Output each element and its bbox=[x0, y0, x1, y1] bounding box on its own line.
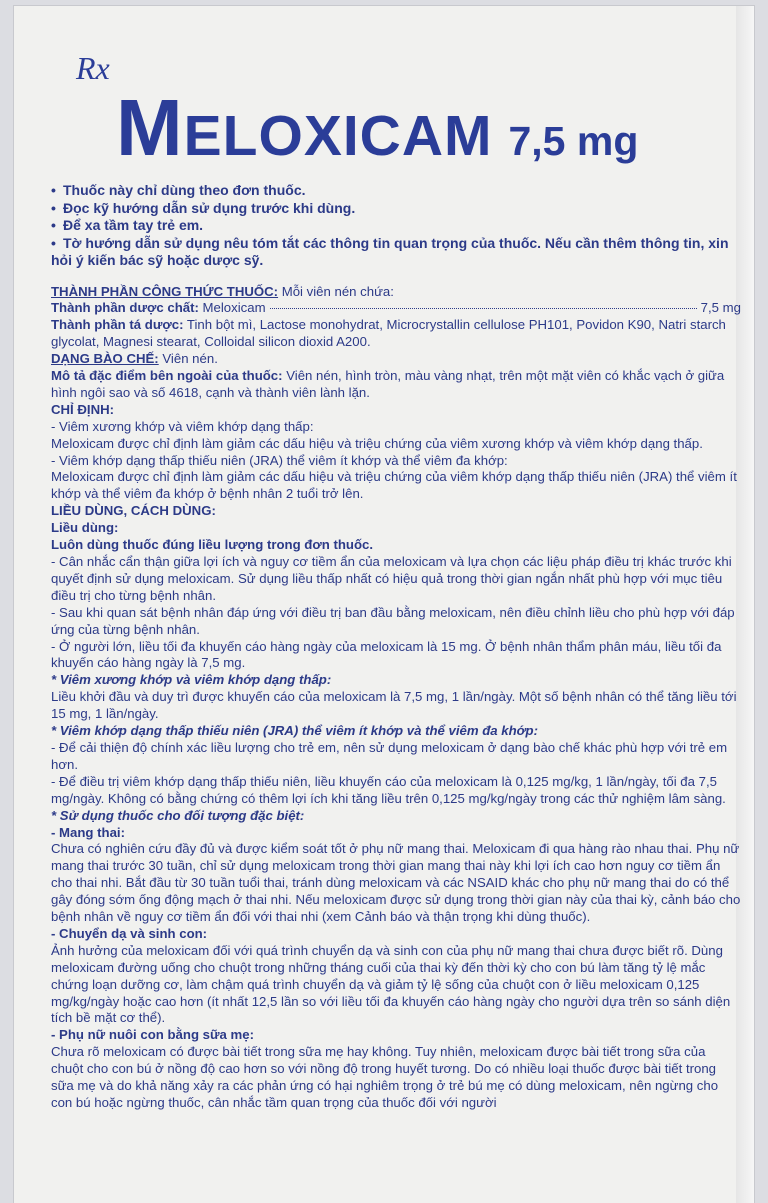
indication-line: Meloxicam được chỉ định làm giảm các dấu hiệu và triệu chứng của viêm xương khớp và viêm khớp dạng thấp. bbox=[51, 435, 703, 451]
indication-line: - Viêm xương khớp và viêm khớp dạng thấp: bbox=[51, 418, 314, 434]
appearance: Mô tả đặc điểm bên ngoài của thuốc: Viên nén, hình tròn, màu vàng nhạt, trên một mặt viên có khắc vạch ở giữa hình ngôi sao và số 4618, cạnh và thành viên lành lặn. bbox=[51, 368, 725, 400]
warning-item: • Thuốc này chỉ dùng theo đơn thuốc. bbox=[51, 182, 306, 198]
product-title bbox=[116, 82, 638, 174]
dosage-general-line: - Cân nhắc cẩn thận giữa lợi ích và nguy cơ tiềm ẩn của meloxicam và lựa chọn các liệu pháp điều trị khác trước khi quyết định sử dụng meloxicam. Sử dụng liều thấp nhất có hiệu quả trong thời gian ngắn nhất phù hợp với mục tiêu điều trị cho từng bệnh nhân. bbox=[51, 554, 732, 603]
oa-heading: * Viêm xương khớp và viêm khớp dạng thấp: bbox=[51, 672, 332, 688]
jra-heading: * Viêm khớp dạng thấp thiếu niên (JRA) thể viêm ít khớp và thể viêm đa khớp: bbox=[51, 723, 538, 739]
jra-line: - Để điều trị viêm khớp dạng thấp thiếu niên, liều khuyến cáo của meloxicam là 0,125 mg/kg, 1 lần/ngày, tối đa 7,5 mg/ngày. Không có bằng chứng có thêm lợi ích khi tăng liều trên 0,125 mg/kg/ngày trong các thử nghiệm lâm sàng. bbox=[51, 773, 726, 806]
jra-line: - Để cải thiện độ chính xác liều lượng cho trẻ em, nên sử dụng meloxicam ở dạng bào chế khác phù hợp với trẻ em hơn. bbox=[51, 739, 728, 772]
lactation-text: Chưa rõ meloxicam có được bài tiết trong sữa mẹ hay không. Tuy nhiên, meloxicam được bài tiết trong sữa của chuột cho con bú ở nồng độ cao hơn so với nồng độ trong huyết tương. Do có nhiều loại thuốc được bài tiết trong sữa mẹ và do khả năng xảy ra các phản ứng có hại nghiêm trọng ở trẻ bú mẹ có dùng meloxicam, nên ngừng cho con bú hoặc ngừng thuốc, cân nhắc tầm quan trọng của thuốc đối với người bbox=[51, 1044, 719, 1110]
lactation-heading: - Phụ nữ nuôi con bằng sữa mẹ: bbox=[51, 1027, 254, 1043]
leaflet-body bbox=[51, 182, 741, 1112]
composition-heading: THÀNH PHẦN CÔNG THỨC THUỐC: Mỗi viên nén chứa: bbox=[51, 283, 394, 299]
dosage-heading: LIỀU DÙNG, CÁCH DÙNG: bbox=[51, 503, 216, 519]
indication-line: - Viêm khớp dạng thấp thiếu niên (JRA) thể viêm ít khớp và thể viêm đa khớp: bbox=[51, 452, 508, 468]
title-initial: M bbox=[116, 83, 184, 172]
warning-item: • Để xa tầm tay trẻ em. bbox=[51, 217, 204, 233]
pregnancy-heading: - Mang thai: bbox=[51, 824, 125, 840]
dosage-general-line: - Ở người lớn, liều tối đa khuyến cáo hàng ngày của meloxicam là 15 mg. Ở bệnh nhân thẩm phân máu, liều tối đa khuyến cáo hàng ngày là 7,5 mg. bbox=[51, 638, 722, 671]
leaflet-sheet bbox=[14, 6, 754, 1203]
labor-text: Ảnh hưởng của meloxicam đối với quá trình chuyển dạ và sinh con của phụ nữ mang thai chưa được biết rõ. Dùng meloxicam đường uống cho chuột trong những tháng cuối của thai kỳ đến thời kỳ cho con bú làm tăng tỷ lệ mắc chứng loạn dưỡng cơ, làm chậm quá trình chuyển dạ và giảm tỷ lệ sống của chuột con ở liều meloxicam 0,125 mg/kg/ngày hoặc cao hơn (ít nhất 12,5 lần so với liều tối đa khuyến cáo hàng ngày cho người dựa trên so sánh diện tích bề mặt cơ thể). bbox=[51, 942, 731, 1026]
indications-heading: CHỈ ĐỊNH: bbox=[51, 401, 115, 417]
title-rest: ELOXICAM bbox=[183, 104, 493, 168]
warning-list bbox=[51, 182, 741, 270]
excipients: Thành phần tá dược: Tinh bột mì, Lactose monohydrat, Microcrystallin cellulose PH101, Povidon K90, Natri starch glycolat, Magnesi stearat, Colloidal silicon dioxid A200. bbox=[51, 317, 726, 350]
active-ingredient-row: Thành phần dược chất: Meloxicam 7,5 mg bbox=[51, 300, 741, 316]
warning-item: • Đọc kỹ hướng dẫn sử dụng trước khi dùng. bbox=[51, 199, 356, 216]
pregnancy-text: Chưa có nghiên cứu đầy đủ và được kiểm soát tốt ở phụ nữ mang thai. Meloxicam đi qua hàng rào nhau thai. Phụ nữ mang thai trước 30 tuần, chỉ sử dụng meloxicam trong thời gian mang thai này khi lợi ích cao hơn nguy cơ tiềm ẩn cho thai nhi. Bắt đầu từ 30 tuần tuổi thai, tránh dùng meloxicam và các NSAID khác cho phụ nữ mang thai do có thể gây đóng sớm ống động mạch ở thai nhi. Nếu meloxicam được sử dụng trong thời gian này của thai kỳ, cảnh báo cho bệnh nhân về nguy cơ tiềm ẩn đối với thai nhi (xem Cảnh báo và thận trọng khi dùng thuốc). bbox=[51, 841, 741, 925]
dosage-form: DẠNG BÀO CHẾ: Viên nén. bbox=[51, 351, 218, 367]
dosage-subheading: Liều dùng: bbox=[51, 520, 119, 536]
labor-heading: - Chuyển dạ và sinh con: bbox=[51, 925, 208, 941]
oa-text: Liều khởi đầu và duy trì được khuyến cáo của meloxicam là 7,5 mg, 1 lần/ngày. Một số bệnh nhân có thể tăng liều tới 15 mg, 1 lần/ngày. bbox=[51, 689, 737, 722]
warning-item: • Tờ hướng dẫn sử dụng nêu tóm tắt các thông tin quan trọng của thuốc. Nếu cần thêm thông tin, xin hỏi ý kiến bác sỹ hoặc dược sỹ. bbox=[51, 234, 729, 268]
active-amount: 7,5 mg bbox=[700, 300, 741, 316]
indication-line: Meloxicam được chỉ định làm giảm các dấu hiệu và triệu chứng của viêm khớp dạng thấp thiếu niên (JRA) thể viêm ít khớp và thể viêm đa khớp ở bệnh nhân 2 tuổi trở lên. bbox=[51, 469, 737, 502]
special-heading: * Sử dụng thuốc cho đối tượng đặc biệt: bbox=[51, 807, 305, 823]
dosage-general-line: - Sau khi quan sát bệnh nhân đáp ứng với điều trị ban đầu bằng meloxicam, nên điều chỉnh liều cho phù hợp với đáp ứng của từng bệnh nhân. bbox=[51, 604, 735, 637]
rx-symbol: Rx bbox=[76, 50, 110, 86]
dosage-emphasis: Luôn dùng thuốc đúng liều lượng trong đơn thuốc. bbox=[51, 537, 374, 553]
title-dose: 7,5 mg bbox=[508, 118, 639, 164]
